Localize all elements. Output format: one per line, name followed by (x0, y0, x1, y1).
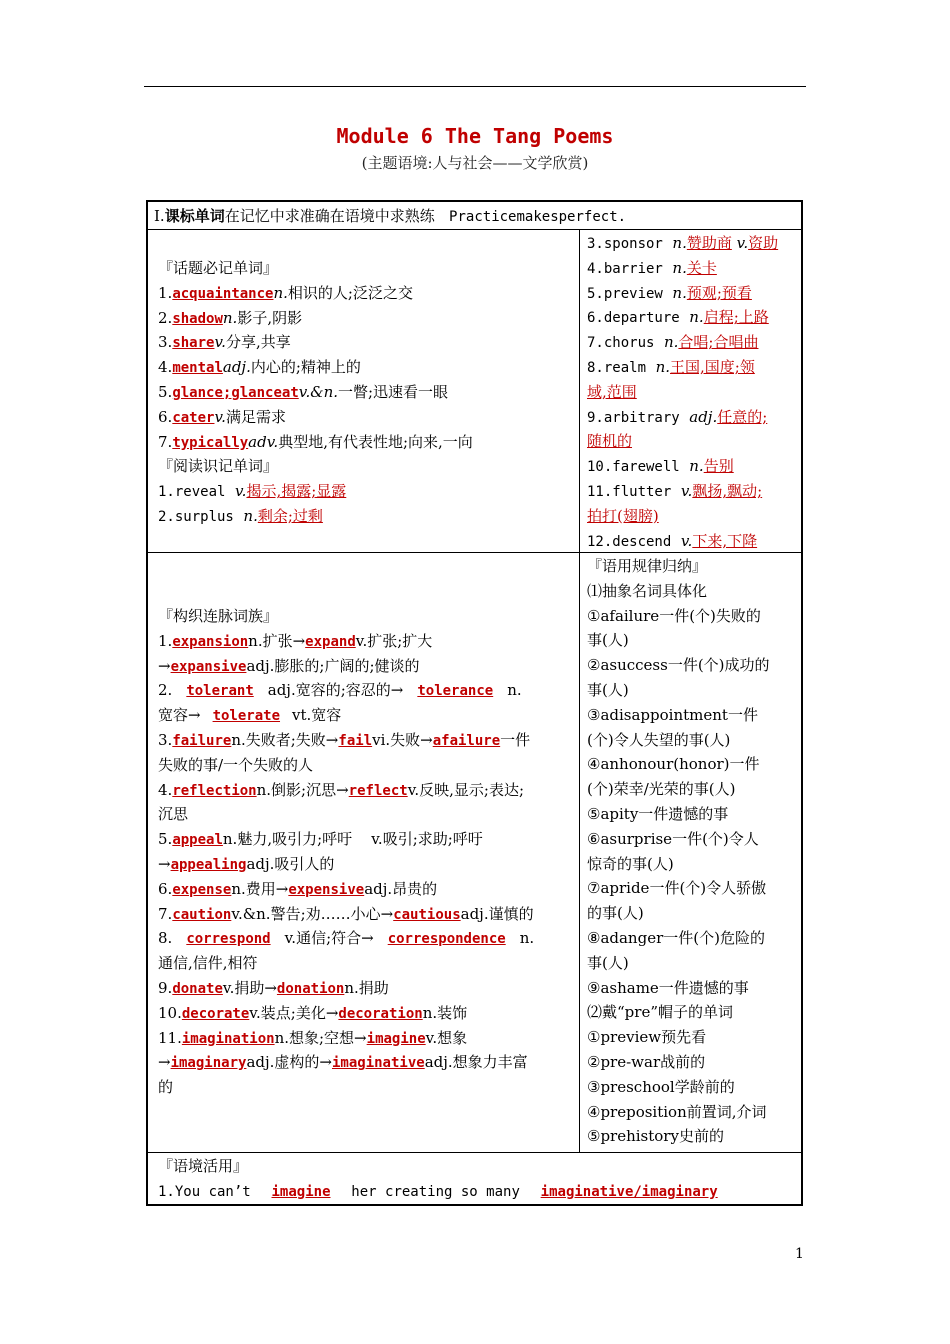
list-item: 4.reflectionn.倒影;沉思→reflectv.反映,显示;表达; (158, 780, 525, 799)
list-item-continued: 的事(人) (587, 904, 644, 923)
list-item: 5.preview n.预观;预看 (587, 283, 752, 302)
list-item: ⑤prehistory史前的 (587, 1127, 724, 1146)
list-item: ⑦apride一件(个)令人骄傲 (587, 879, 767, 898)
list-item: 4.mentaladj.内心的;精神上的 (158, 358, 361, 377)
list-item: 1.expansionn.扩张→expandv.扩张;扩大 (158, 631, 433, 650)
list-item-continued: (个)荣幸/光荣的事(人) (587, 780, 736, 799)
list-heading: 『话题必记单词』 (158, 259, 279, 277)
column-divider (579, 229, 580, 1152)
list-item: 10.farewell n.告别 (587, 457, 734, 476)
list-heading: 『语用规律归纳』 (587, 557, 708, 575)
list-item: 3.failuren.失败者;失败→failvi.失败→afailure一件 (158, 730, 531, 749)
list-item: 2. tolerant adj.宽容的;容忍的→ tolerance n. (158, 681, 522, 700)
table-divider (148, 1152, 801, 1153)
list-item: 5.appealn.魅力,吸引力;呼吁 v.吸引;求助;呼吁 (158, 830, 483, 849)
rule-heading: ⑴抽象名词具体化 (587, 581, 708, 600)
list-item-continued: 拍打(翅膀) (587, 506, 659, 525)
list-item: ②pre-war战前的 (587, 1052, 706, 1071)
topic-words-cell (158, 256, 574, 529)
list-item-continued: 随机的 (587, 432, 633, 451)
list-item-continued: 惊奇的事(人) (587, 854, 674, 873)
list-item-continued: 宽容→ tolerate vt.宽容 (158, 706, 342, 725)
list-item-continued: 域,范围 (587, 382, 637, 401)
list-item: ③adisappointment一件 (587, 705, 758, 724)
list-item: 9.donatev.捐助→donationn.捐助 (158, 978, 389, 997)
list-item: 5.glance;glanceatv.&n.一瞥;迅速看一眼 (158, 382, 449, 401)
word-family-cell (158, 604, 576, 1100)
list-item-continued: (个)令人失望的事(人) (587, 730, 731, 749)
list-item: 12.descend v.下来,下降 (587, 531, 758, 550)
list-item: ①afailure一件(个)失败的 (587, 606, 761, 625)
list-item-continued: 通信,信件,相符 (158, 954, 258, 973)
vocabulary-table (146, 200, 803, 1206)
list-item-continued: 事(人) (587, 953, 629, 972)
page-number: 1 (795, 1246, 804, 1262)
page-subtitle: (主题语境:人与社会——文学欣赏) (361, 154, 589, 172)
list-item: ⑧adanger一件(个)危险的 (587, 928, 765, 947)
list-item: ①preview预先看 (587, 1028, 707, 1047)
header-rule (144, 86, 806, 87)
section-header: Ⅰ.课标单词在记忆中求准确在语境中求熟练 Practicemakesperfect. (154, 207, 627, 225)
list-item: ④preposition前置词,介词 (587, 1102, 767, 1121)
exercise-sentence: 1.You can’t imagine her creating so many imaginative/imaginary (158, 1183, 718, 1200)
list-item: 1.acquaintancen.相识的人;泛泛之交 (158, 283, 413, 302)
list-heading: 『构织连脉词族』 (158, 607, 279, 625)
list-item: ④anhonour(honor)一件 (587, 755, 760, 774)
list-item: ⑨ashame一件遗憾的事 (587, 978, 749, 997)
list-item-continued: 的 (158, 1078, 174, 1097)
usage-rules-cell (587, 554, 801, 1149)
list-item: 9.arbitrary adj.任意的; (587, 407, 768, 426)
rule-heading: ⑵戴“pre”帽子的单词 (587, 1003, 733, 1022)
list-item: 4.barrier n.关卡 (587, 258, 717, 277)
list-item: ②asuccess一件(个)成功的 (587, 656, 770, 675)
list-item-continued: →expansiveadj.膨胀的;广阔的;健谈的 (158, 656, 420, 675)
reading-words-cell (587, 231, 801, 553)
list-item: 6.expensen.费用→expensiveadj.昂贵的 (158, 879, 438, 898)
list-item: ⑥asurprise一件(个)令人 (587, 829, 759, 848)
list-item: 6.departure n.启程;上路 (587, 308, 769, 327)
page-title: Module 6 The Tang Poems (336, 124, 614, 148)
list-item: 2.surplus n.剩余;过剩 (158, 506, 323, 525)
list-item: 3.sharev.分享,共享 (158, 333, 291, 352)
list-item: 11.imaginationn.想象;空想→imaginev.想象 (158, 1028, 468, 1047)
list-item: 8.realm n.王国,国度;领 (587, 357, 755, 376)
list-item: 3.sponsor n.赞助商 v.资助 (587, 234, 779, 252)
list-item-continued: →appealingadj.吸引人的 (158, 854, 335, 873)
list-item: 6.caterv.满足需求 (158, 407, 286, 426)
list-heading: 『语境活用』 (158, 1157, 249, 1175)
list-item: 1.reveal v.揭示,揭露;显露 (158, 482, 347, 501)
list-item: 7.cautionv.&n.警告;劝……小心→cautiousadj.谨慎的 (158, 904, 534, 923)
context-practice-cell (158, 1154, 798, 1204)
list-item-continued: 事(人) (587, 631, 629, 650)
list-item-continued: →imaginaryadj.虚构的→imaginativeadj.想象力丰富 (158, 1053, 528, 1072)
list-item: 7.chorus n.合唱;合唱曲 (587, 333, 759, 352)
list-heading: 『阅读识记单词』 (158, 457, 279, 476)
list-item: 10.decoratev.装点;美化→decorationn.装饰 (158, 1003, 468, 1022)
list-item-continued: 沉思 (158, 805, 189, 824)
table-divider (148, 229, 801, 230)
list-item: 2.shadown.影子,阴影 (158, 308, 303, 327)
list-item: ③preschool学龄前的 (587, 1077, 735, 1096)
list-item-continued: 失败的事/一个失败的人 (158, 755, 314, 774)
list-item: 11.flutter v.飘扬,飘动; (587, 481, 763, 500)
list-item: 8. correspond v.通信;符合→ correspondence n. (158, 929, 535, 948)
list-item: ⑤apity一件遗憾的事 (587, 804, 729, 823)
list-item: 7.typicallyadv.典型地,有代表性地;向来,一向 (158, 432, 473, 451)
list-item-continued: 事(人) (587, 680, 629, 699)
